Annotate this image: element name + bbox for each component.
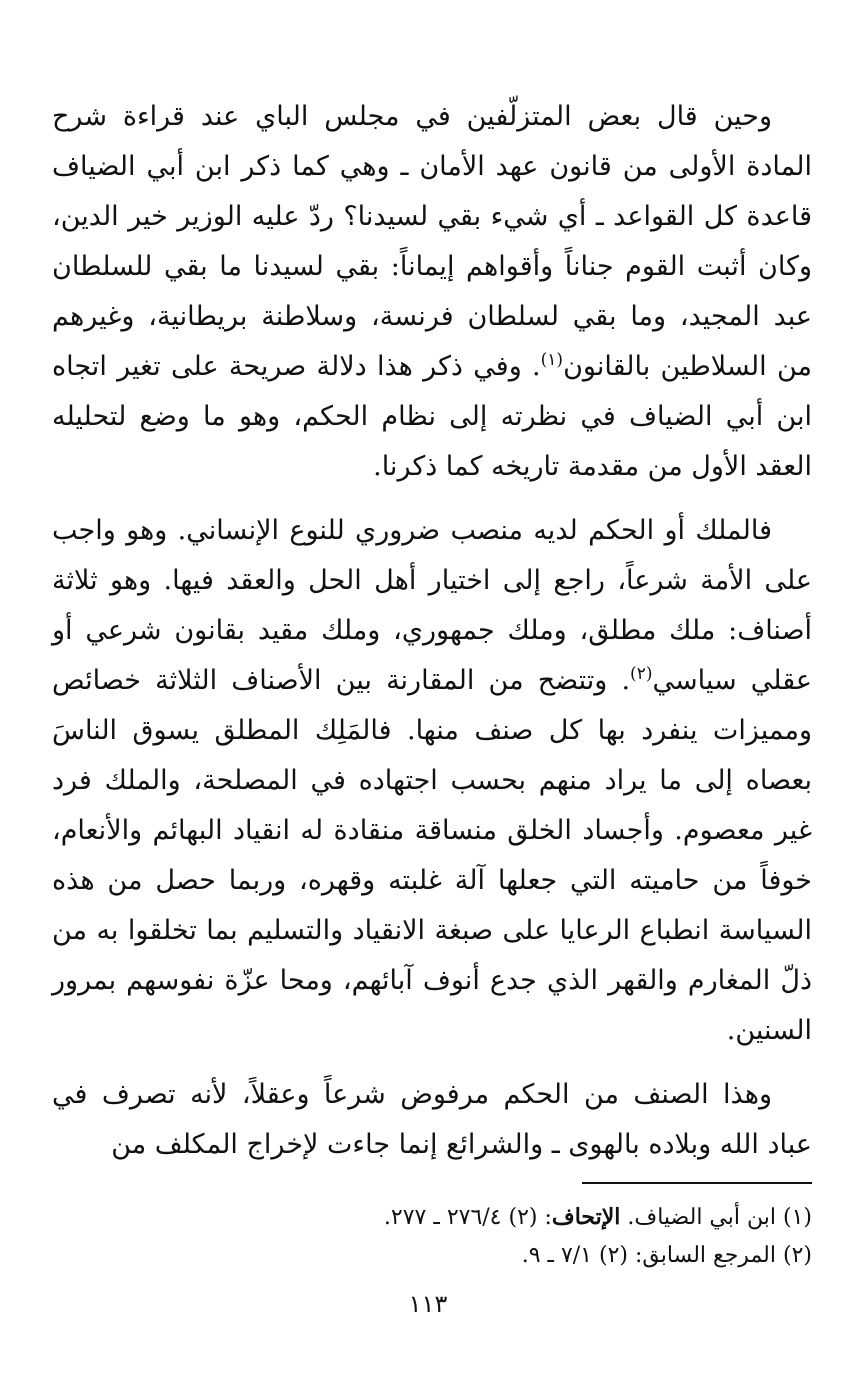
paragraph-2-text-a: فالملك أو الحكم لديه منصب ضروري للنوع الإنساني. وهو واجب على الأمة شرعاً، راجع إلى اختيار أهل الحل والعقد فيها. وهو ثلاثة أصناف: ملك مطلق، وملك جمهوري، وملك مقيد بقانون شرعي أو عقلي سياسي [52, 515, 812, 696]
footnote-1-number: (١) [782, 1205, 812, 1230]
page-body [52, 92, 812, 1170]
footnotes [52, 1182, 812, 1275]
footnote-2-number: (٢) [782, 1243, 812, 1268]
footnote-1-title: الإتحاف [551, 1204, 621, 1230]
paragraph-3 [52, 1070, 812, 1170]
page-number: ١١٣ [408, 1290, 448, 1318]
paragraph-1 [52, 92, 812, 492]
paragraph-3-text: وهذا الصنف من الحكم مرفوض شرعاً وعقلاً، لأنه تصرف في عباد الله وبلاده بالهوى ـ والشرائع إنما جاءت لإخراج المكلف من [52, 1079, 812, 1160]
footnote-divider [582, 1182, 812, 1184]
footnote-1-reference: : (٢) ٢٧٦/٤ ـ ٢٧٧. [383, 1205, 552, 1230]
paragraph-1-text-b: . وفي ذكر هذا دلالة صريحة على تغير اتجاه ابن أبي الضياف في نظرته إلى نظام الحكم، وهو ما وضع لتحليله العقد الأول من مقدمة تاريخه كما ذكرنا. [52, 351, 812, 482]
paragraph-2-text-b: . وتتضح من المقارنة بين الأصناف الثلاثة خصائص ومميزات ينفرد بها كل صنف منها. فالمَلِك المطلق يسوق الناسَ بعصاه إلى ما يراد منهم بحسب اجتهاده في المصلحة، والملك فرد غير معصوم. وأجساد الخلق منساقة منقادة له انقياد البهائم والأنعام، خوفاً من حاميته التي جعلها آلة غلبته وقهره، وربما حصل من هذه السياسة انطباع الرعايا على صبغة الانقياد والتسليم بما تخلقوا به من ذلّ المغارم والقهر الذي جدع أنوف آبائهم، ومحا عزّة نفوسهم بمرور السنين. [52, 665, 812, 1046]
footnote-mark-1: (١) [540, 350, 564, 370]
paragraph-1-text-a: وحين قال بعض المتزلّفين في مجلس الباي عند قراءة شرح المادة الأولى من قانون عهد الأمان ـ وهي كما ذكر ابن أبي الضياف قاعدة كل القواعد ـ أي شيء بقي لسيدنا؟ ردّ عليه الوزير خير الدين، وكان أثبت القوم جناناً وأقواهم إيماناً: بقي لسيدنا ما بقي للسلطان عبد المجيد، وما بقي لسلطان فرنسة، وسلاطنة بريطانية، وغيرهم من السلاطين بالقانون [52, 101, 812, 382]
footnote-1 [52, 1198, 812, 1237]
footnote-2-source: المرجع السابق: (٢) ٧/١ ـ ٩. [521, 1243, 776, 1268]
footnote-2 [52, 1237, 812, 1275]
footnote-mark-2: (٢) [630, 664, 653, 684]
footnote-1-source: ابن أبي الضياف. [627, 1205, 776, 1230]
paragraph-2 [52, 506, 812, 1056]
